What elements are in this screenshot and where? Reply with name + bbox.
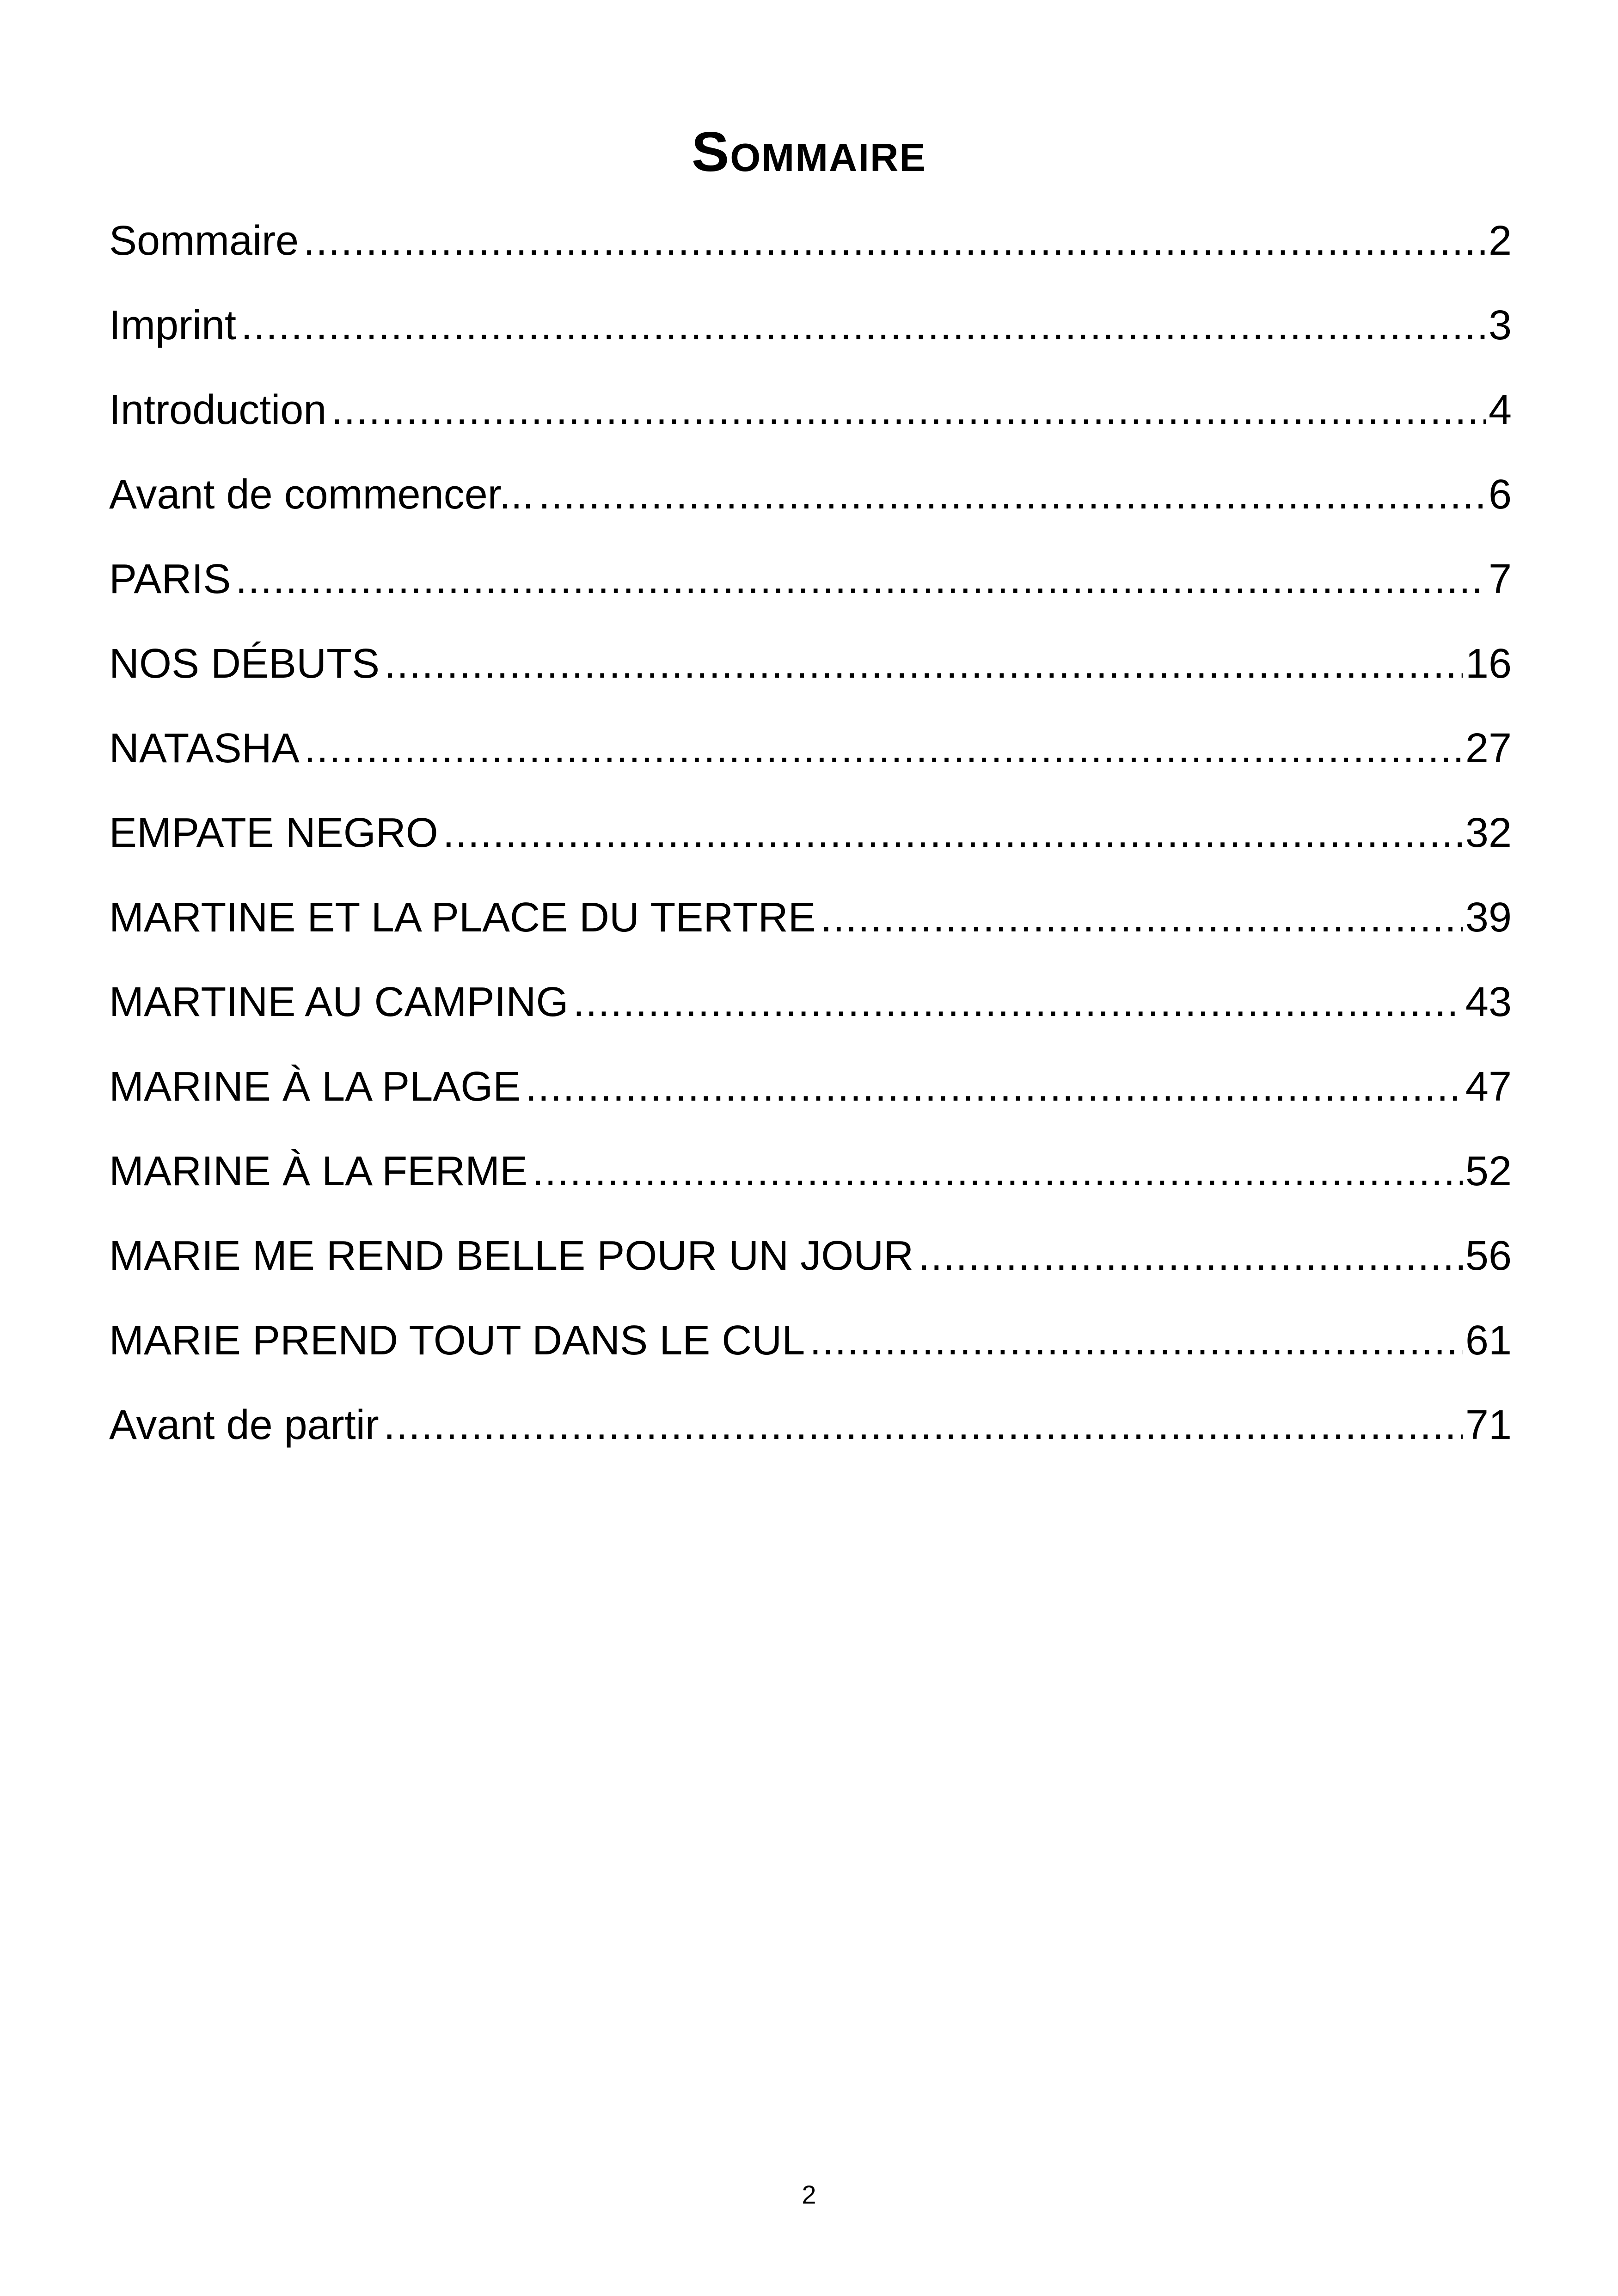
toc-dot-leader <box>304 706 1463 791</box>
toc-dot-leader <box>809 1298 1463 1383</box>
toc-entry-page: 52 <box>1465 1148 1512 1194</box>
page-title: Sommaire <box>691 120 927 183</box>
toc-entry-nos-debuts[interactable] <box>109 622 1512 706</box>
toc-dot-leader <box>241 283 1486 368</box>
toc-dot-leader <box>821 876 1463 960</box>
toc-entry-page: 61 <box>1465 1317 1512 1364</box>
toc-entry-page: 71 <box>1465 1402 1512 1448</box>
toc-entry-empate-negro[interactable] <box>109 791 1512 876</box>
toc-entry-paris[interactable] <box>109 537 1512 622</box>
toc-entry-label: PARIS <box>109 556 231 602</box>
toc-dot-leader <box>331 368 1486 453</box>
toc-entry-marine-a-la-ferme[interactable] <box>109 1129 1512 1214</box>
toc-dot-leader <box>573 960 1462 1045</box>
toc-entry-page: 2 <box>1488 218 1512 264</box>
toc-entry-label: Introduction <box>109 387 327 433</box>
toc-entry-page: 39 <box>1465 894 1512 941</box>
toc-entry-marie-me-rend-belle[interactable] <box>109 1214 1512 1298</box>
toc-dot-leader <box>303 199 1486 283</box>
toc-dot-leader <box>525 1045 1463 1129</box>
toc-entry-introduction[interactable] <box>109 368 1512 453</box>
toc-entry-page: 43 <box>1465 979 1512 1025</box>
toc-entry-label: MARTINE ET LA PLACE DU TERTRE <box>109 894 816 941</box>
toc-entry-marine-a-la-plage[interactable] <box>109 1045 1512 1129</box>
toc-entry-label: MARIE ME REND BELLE POUR UN JOUR <box>109 1233 914 1279</box>
toc-entry-marie-prend-tout[interactable] <box>109 1298 1512 1383</box>
toc-entry-page: 32 <box>1465 810 1512 856</box>
toc-entry-label: MARIE PREND TOUT DANS LE CUL <box>109 1317 805 1364</box>
toc-dot-leader <box>384 1383 1463 1468</box>
toc-entry-page: 4 <box>1488 387 1512 433</box>
toc-entry-label: Avant de commencer... <box>109 471 534 518</box>
toc-entry-label: NATASHA <box>109 725 300 771</box>
toc-entry-martine-place-du-tertre[interactable] <box>109 876 1512 960</box>
toc-entry-label: MARINE À LA PLAGE <box>109 1064 521 1110</box>
toc-dot-leader <box>384 622 1463 706</box>
table-of-contents <box>109 199 1512 1468</box>
toc-dot-leader <box>235 537 1486 622</box>
toc-entry-label: MARINE À LA FERME <box>109 1148 528 1194</box>
toc-dot-leader <box>918 1214 1463 1298</box>
toc-dot-leader <box>532 1129 1463 1214</box>
toc-entry-label: NOS DÉBUTS <box>109 641 380 687</box>
page-number: 2 <box>802 2180 816 2209</box>
toc-entry-page: 3 <box>1488 302 1512 349</box>
toc-entry-label: Imprint <box>109 302 237 349</box>
toc-entry-avant-de-partir[interactable] <box>109 1383 1512 1468</box>
toc-entry-natasha[interactable] <box>109 706 1512 791</box>
toc-entry-page: 16 <box>1465 641 1512 687</box>
toc-dot-leader <box>539 453 1486 537</box>
toc-entry-sommaire[interactable] <box>109 199 1512 283</box>
toc-entry-page: 27 <box>1465 725 1512 771</box>
toc-entry-page: 47 <box>1465 1064 1512 1110</box>
toc-entry-label: MARTINE AU CAMPING <box>109 979 569 1025</box>
toc-entry-label: EMPATE NEGRO <box>109 810 438 856</box>
toc-entry-label: Avant de partir <box>109 1402 379 1448</box>
toc-entry-page: 6 <box>1488 471 1512 518</box>
toc-entry-label: Sommaire <box>109 218 299 264</box>
toc-entry-page: 7 <box>1488 556 1512 602</box>
toc-entry-avant-de-commencer[interactable] <box>109 453 1512 537</box>
toc-entry-imprint[interactable] <box>109 283 1512 368</box>
toc-dot-leader <box>443 791 1463 876</box>
toc-entry-page: 56 <box>1465 1233 1512 1279</box>
toc-entry-martine-au-camping[interactable] <box>109 960 1512 1045</box>
